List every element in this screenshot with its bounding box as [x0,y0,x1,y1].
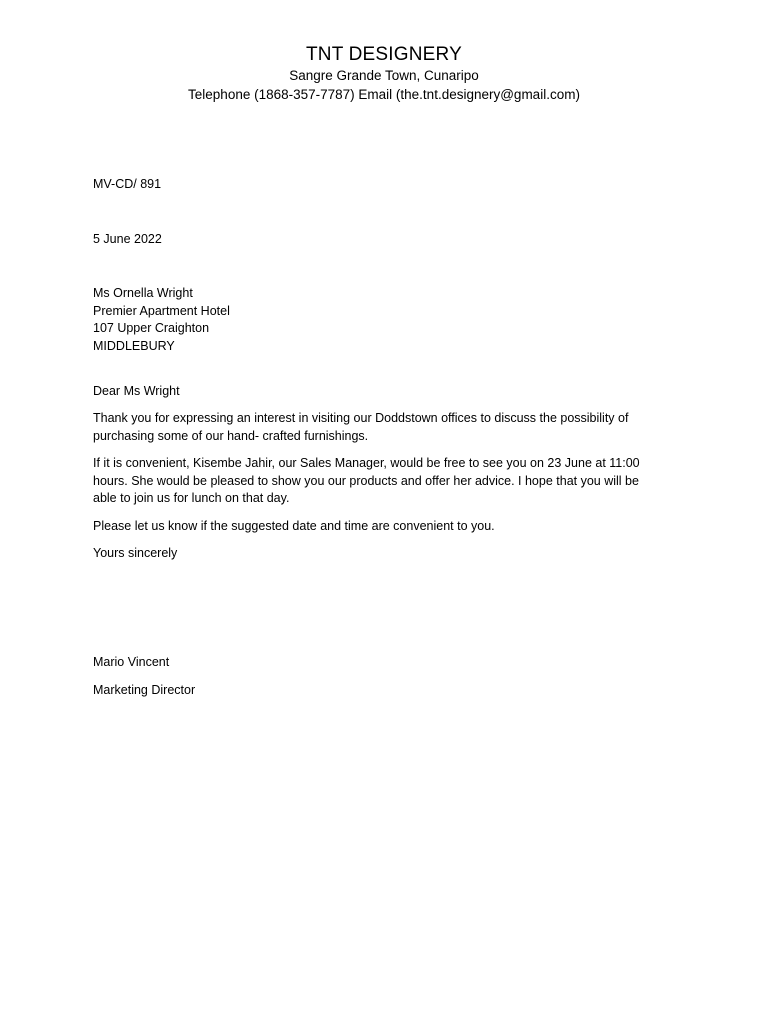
company-address: Sangre Grande Town, Cunaripo [289,68,479,83]
recipient-company: Premier Apartment Hotel [93,303,230,318]
paragraph-3 [93,518,673,536]
company-name: TNT DESIGNERY [305,44,463,65]
closing: Yours sincerely [93,546,178,560]
recipient-address [93,285,230,355]
letter-date: 5 June 2022 [93,232,162,246]
recipient-street: 107 Upper Craighton [93,321,210,335]
paragraph-line: able to join us for lunch on that day. [93,491,290,505]
salutation: Dear Ms Wright [93,384,180,398]
paragraph-line: Thank you for expressing an interest in visiting our Doddstown offices to discuss the possibility of [93,411,629,425]
paragraph-line: Please let us know if the suggested date and time are convenient to you. [93,519,495,533]
signatory-title: Marketing Director [93,683,196,697]
recipient-name: Ms Ornella Wright [93,286,193,300]
paragraph-2 [93,455,673,508]
paragraph-line: hours. She would be pleased to show you our products and offer her advice. I hope that you will be [93,473,639,488]
paragraph-line: If it is convenient, Kisembe Jahir, our Sales Manager, would be free to see you on 23 June at 11:00 [93,456,640,470]
signatory-name: Mario Vincent [93,655,170,669]
paragraph-1 [93,410,673,445]
reference-number: MV-CD/ 891 [93,177,162,191]
company-contact: Telephone (1868-357-7787) Email (the.tnt.designery@gmail.com) [188,87,580,102]
recipient-town: MIDDLEBURY [93,338,175,353]
paragraph-line: purchasing some of our hand- crafted furnishings. [93,428,369,443]
